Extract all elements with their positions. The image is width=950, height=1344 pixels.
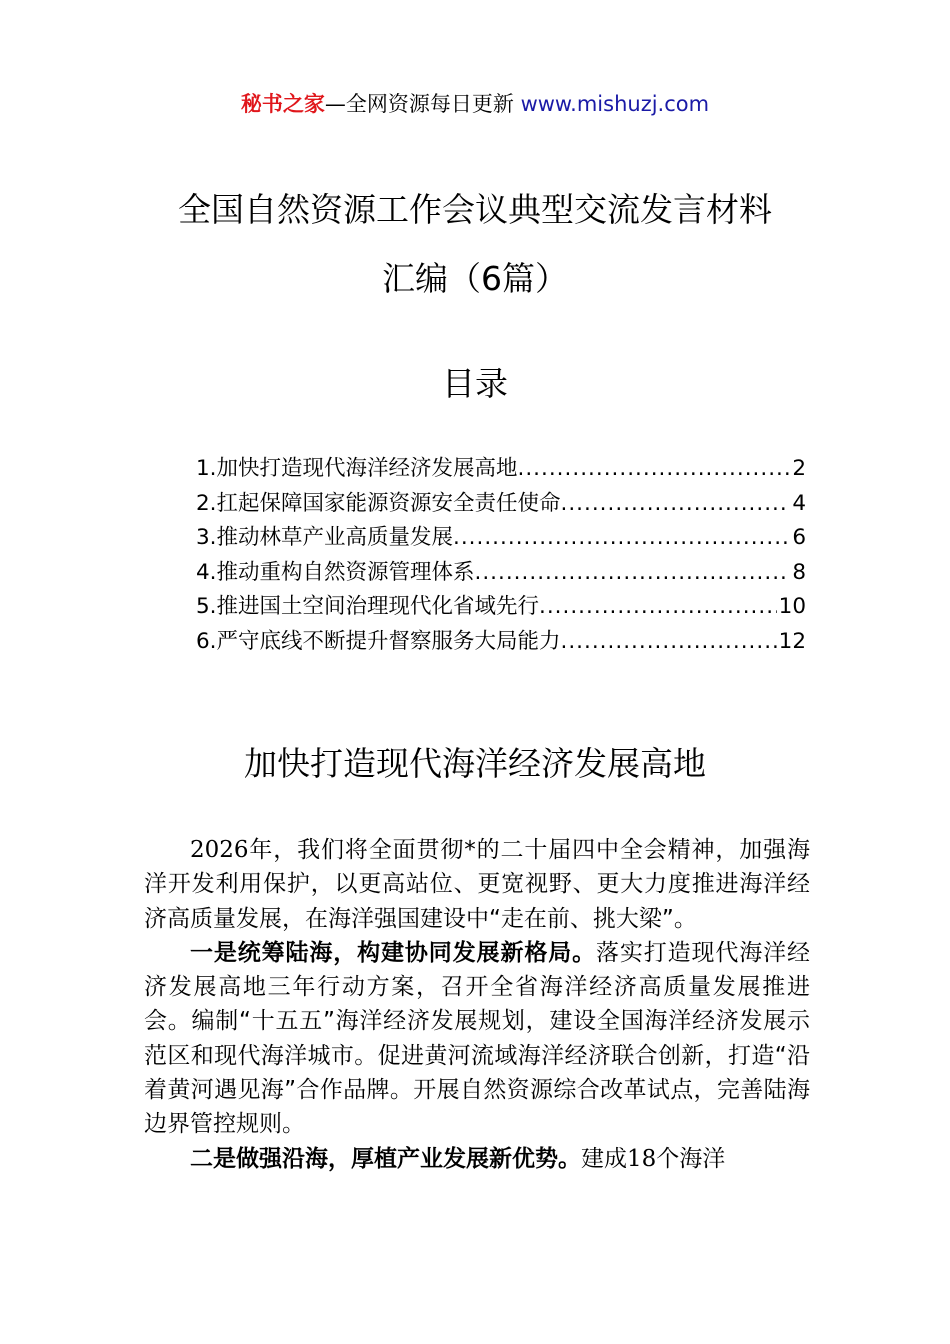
site-url: www.mishuzj.com [520,92,710,116]
toc-leader-dots [518,452,791,486]
page-header [0,88,950,120]
paragraph-lead: 二是做强沿海，厚植产业发展新优势。 [190,1145,581,1172]
toc-entry-text: 1.加快打造现代海洋经济发展高地 [196,456,518,481]
toc-leader-dots [561,487,791,521]
paragraph-lead: 一是统筹陆海，构建协同发展新格局。 [190,939,596,966]
section-title: 加快打造现代海洋经济发展高地 [244,744,706,783]
document-title-line2: 汇编（6篇） [382,259,568,298]
paragraph-text: 落实打造现代海洋经济发展高地三年行动方案，召开全省海洋经济高质量发展推进会。编制“十五五”海洋经济发展规划，建设全国海洋经济发展示范区和现代海洋城市。促进黄河流域海洋经济联合创新，打造“沿着黄河遇见海”合作品牌。开展自然资源综合改革试点，完善陆海边界管控规则。 [144,939,811,1138]
year-number: 2026 [190,837,249,863]
toc-page-number: 12 [778,628,806,654]
toc-entry-text: 5.推进国土空间治理现代化省域先行 [196,594,540,619]
body-paragraph-2 [144,936,810,1142]
section-body [144,833,810,1176]
toc-page-number: 2 [792,456,806,481]
toc-entry-text: 2.扛起保障国家能源资源安全责任使命 [196,490,561,516]
toc-page-number: 8 [792,559,806,585]
body-paragraph-1 [144,833,810,936]
paragraph-text: 个海洋 [656,1145,726,1172]
toc-page-number: 4 [792,490,806,516]
toc-entry-3[interactable] [196,521,806,556]
toc-entry-4[interactable] [196,556,806,591]
brand-name: 秘书之家 [240,92,325,116]
document-title-line1: 全国自然资源工作会议典型交流发言材料 [178,190,772,229]
count-number: 18 [627,1145,657,1172]
toc-leader-dots [475,556,791,590]
toc-page-number: 10 [778,594,806,619]
toc-entry-5[interactable] [196,590,806,625]
toc-leader-dots [561,625,777,659]
paragraph-text: 年，我们将全面贯彻*的二十届四中全会精神，加强海洋开发利用保护，以更高站位、更宽视野、更大力度推进海洋经济高质量发展，在海洋强国建设中“走在前、挑大梁”。 [144,837,810,932]
toc-leader-dots [539,590,777,624]
toc-page-number: 6 [792,525,806,550]
toc-entry-1[interactable] [196,452,806,487]
toc-entry-2[interactable] [196,487,806,522]
paragraph-text: 建成 [581,1145,627,1172]
table-of-contents [196,452,806,659]
toc-entry-6[interactable] [196,625,806,660]
toc-leader-dots [453,521,790,555]
toc-entry-text: 4.推动重构自然资源管理体系 [196,559,475,585]
toc-entry-text: 3.推动林草产业高质量发展 [196,525,454,550]
header-slogan: —全网资源每日更新 [324,92,521,116]
body-paragraph-3 [144,1142,810,1176]
toc-entry-text: 6.严守底线不断提升督察服务大局能力 [196,628,561,654]
toc-heading: 目录 [442,364,508,403]
